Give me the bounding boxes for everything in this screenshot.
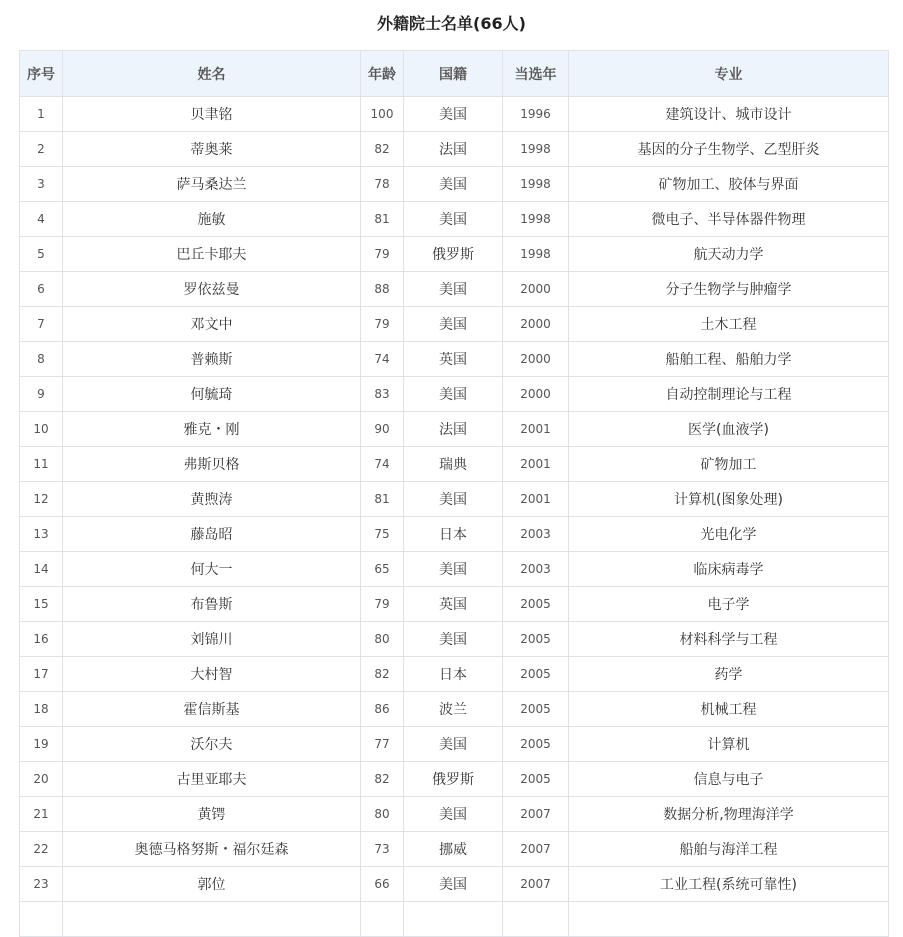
cell-name	[63, 902, 361, 937]
cell-age: 66	[361, 867, 404, 902]
cell-country: 法国	[404, 132, 503, 167]
cell-name: 蒂奥莱	[63, 132, 361, 167]
cell-country: 美国	[404, 97, 503, 132]
cell-name: 黄锷	[63, 797, 361, 832]
cell-no: 18	[20, 692, 63, 727]
column-header-age: 年龄	[361, 51, 404, 97]
cell-age	[361, 902, 404, 937]
cell-field: 电子学	[569, 587, 889, 622]
cell-name: 施敏	[63, 202, 361, 237]
cell-age: 100	[361, 97, 404, 132]
cell-country: 英国	[404, 342, 503, 377]
cell-country: 美国	[404, 167, 503, 202]
cell-country: 俄罗斯	[404, 237, 503, 272]
table-row	[20, 902, 889, 937]
cell-name: 罗依兹曼	[63, 272, 361, 307]
academician-table	[19, 50, 889, 937]
cell-name: 萨马桑达兰	[63, 167, 361, 202]
cell-year: 1998	[503, 202, 569, 237]
cell-no: 2	[20, 132, 63, 167]
cell-country: 美国	[404, 622, 503, 657]
cell-age: 82	[361, 657, 404, 692]
column-header-country: 国籍	[404, 51, 503, 97]
cell-country: 日本	[404, 517, 503, 552]
table-row	[20, 377, 889, 412]
cell-field: 医学(血液学)	[569, 412, 889, 447]
cell-name: 贝聿铭	[63, 97, 361, 132]
cell-age: 79	[361, 587, 404, 622]
cell-name: 雅克・刚	[63, 412, 361, 447]
cell-year: 2003	[503, 552, 569, 587]
cell-age: 86	[361, 692, 404, 727]
cell-name: 普赖斯	[63, 342, 361, 377]
cell-field: 建筑设计、城市设计	[569, 97, 889, 132]
cell-year: 2005	[503, 622, 569, 657]
table-row	[20, 132, 889, 167]
column-header-field: 专业	[569, 51, 889, 97]
cell-year: 2007	[503, 797, 569, 832]
cell-age: 77	[361, 727, 404, 762]
table-row	[20, 307, 889, 342]
cell-age: 83	[361, 377, 404, 412]
cell-field: 土木工程	[569, 307, 889, 342]
cell-year: 1996	[503, 97, 569, 132]
cell-year: 2000	[503, 307, 569, 342]
cell-no: 12	[20, 482, 63, 517]
cell-year: 1998	[503, 237, 569, 272]
table-row	[20, 622, 889, 657]
table-row	[20, 517, 889, 552]
cell-year: 2001	[503, 482, 569, 517]
cell-field: 光电化学	[569, 517, 889, 552]
cell-field: 基因的分子生物学、乙型肝炎	[569, 132, 889, 167]
table-row	[20, 727, 889, 762]
cell-country: 法国	[404, 412, 503, 447]
cell-field: 矿物加工、胶体与界面	[569, 167, 889, 202]
table-row	[20, 447, 889, 482]
cell-age: 65	[361, 552, 404, 587]
cell-age: 74	[361, 342, 404, 377]
cell-country: 日本	[404, 657, 503, 692]
cell-no: 13	[20, 517, 63, 552]
cell-age: 75	[361, 517, 404, 552]
cell-field: 工业工程(系统可靠性)	[569, 867, 889, 902]
cell-name: 奥德马格努斯・福尔廷森	[63, 832, 361, 867]
cell-name: 何毓琦	[63, 377, 361, 412]
cell-no: 7	[20, 307, 63, 342]
cell-field: 航天动力学	[569, 237, 889, 272]
cell-field: 微电子、半导体器件物理	[569, 202, 889, 237]
cell-field: 船舶工程、船舶力学	[569, 342, 889, 377]
cell-country: 美国	[404, 552, 503, 587]
cell-country: 英国	[404, 587, 503, 622]
cell-no	[20, 902, 63, 937]
cell-year: 2005	[503, 727, 569, 762]
cell-year: 2000	[503, 272, 569, 307]
cell-year	[503, 902, 569, 937]
cell-no: 10	[20, 412, 63, 447]
cell-name: 藤岛昭	[63, 517, 361, 552]
table-row	[20, 237, 889, 272]
cell-field: 机械工程	[569, 692, 889, 727]
cell-no: 4	[20, 202, 63, 237]
table-row	[20, 552, 889, 587]
table-row	[20, 97, 889, 132]
cell-name: 布鲁斯	[63, 587, 361, 622]
cell-field: 自动控制理论与工程	[569, 377, 889, 412]
cell-name: 郭位	[63, 867, 361, 902]
table-row	[20, 587, 889, 622]
cell-no: 8	[20, 342, 63, 377]
cell-field: 临床病毒学	[569, 552, 889, 587]
column-header-year: 当选年	[503, 51, 569, 97]
cell-age: 82	[361, 132, 404, 167]
table-row	[20, 412, 889, 447]
cell-country: 美国	[404, 202, 503, 237]
cell-no: 22	[20, 832, 63, 867]
cell-age: 81	[361, 202, 404, 237]
cell-country: 波兰	[404, 692, 503, 727]
cell-year: 2005	[503, 692, 569, 727]
cell-age: 73	[361, 832, 404, 867]
table-row	[20, 657, 889, 692]
cell-no: 11	[20, 447, 63, 482]
cell-no: 21	[20, 797, 63, 832]
cell-year: 2000	[503, 342, 569, 377]
cell-name: 霍信斯基	[63, 692, 361, 727]
cell-no: 3	[20, 167, 63, 202]
cell-country: 挪威	[404, 832, 503, 867]
cell-age: 80	[361, 797, 404, 832]
cell-country: 俄罗斯	[404, 762, 503, 797]
table-row	[20, 797, 889, 832]
cell-no: 9	[20, 377, 63, 412]
cell-name: 古里亚耶夫	[63, 762, 361, 797]
cell-name: 何大一	[63, 552, 361, 587]
cell-year: 1998	[503, 167, 569, 202]
column-header-name: 姓名	[63, 51, 361, 97]
cell-year: 1998	[503, 132, 569, 167]
cell-no: 6	[20, 272, 63, 307]
cell-field: 计算机(图象处理)	[569, 482, 889, 517]
table-header-row	[20, 51, 889, 97]
cell-no: 5	[20, 237, 63, 272]
cell-country: 瑞典	[404, 447, 503, 482]
cell-field: 信息与电子	[569, 762, 889, 797]
cell-no: 14	[20, 552, 63, 587]
cell-year: 2000	[503, 377, 569, 412]
cell-no: 15	[20, 587, 63, 622]
cell-no: 16	[20, 622, 63, 657]
cell-country: 美国	[404, 377, 503, 412]
cell-year: 2005	[503, 587, 569, 622]
cell-field: 计算机	[569, 727, 889, 762]
cell-year: 2007	[503, 867, 569, 902]
cell-age: 90	[361, 412, 404, 447]
cell-country: 美国	[404, 867, 503, 902]
cell-age: 80	[361, 622, 404, 657]
cell-age: 88	[361, 272, 404, 307]
table-row	[20, 167, 889, 202]
cell-field: 分子生物学与肿瘤学	[569, 272, 889, 307]
cell-no: 17	[20, 657, 63, 692]
cell-year: 2003	[503, 517, 569, 552]
cell-country	[404, 902, 503, 937]
cell-name: 弗斯贝格	[63, 447, 361, 482]
table-row	[20, 762, 889, 797]
cell-year: 2005	[503, 657, 569, 692]
cell-field: 船舶与海洋工程	[569, 832, 889, 867]
table-row	[20, 692, 889, 727]
cell-name: 邓文中	[63, 307, 361, 342]
table-row	[20, 202, 889, 237]
column-header-no: 序号	[20, 51, 63, 97]
cell-age: 74	[361, 447, 404, 482]
cell-no: 20	[20, 762, 63, 797]
cell-field	[569, 902, 889, 937]
cell-name: 大村智	[63, 657, 361, 692]
cell-name: 沃尔夫	[63, 727, 361, 762]
cell-field: 药学	[569, 657, 889, 692]
cell-field: 数据分析,物理海洋学	[569, 797, 889, 832]
cell-name: 巴丘卡耶夫	[63, 237, 361, 272]
cell-name: 刘锦川	[63, 622, 361, 657]
cell-year: 2007	[503, 832, 569, 867]
cell-country: 美国	[404, 797, 503, 832]
cell-age: 81	[361, 482, 404, 517]
cell-year: 2001	[503, 412, 569, 447]
table-body	[20, 97, 889, 937]
cell-no: 1	[20, 97, 63, 132]
cell-year: 2005	[503, 762, 569, 797]
cell-age: 78	[361, 167, 404, 202]
cell-field: 矿物加工	[569, 447, 889, 482]
cell-age: 79	[361, 237, 404, 272]
table-row	[20, 482, 889, 517]
cell-age: 82	[361, 762, 404, 797]
table-row	[20, 272, 889, 307]
cell-country: 美国	[404, 727, 503, 762]
cell-year: 2001	[503, 447, 569, 482]
table-row	[20, 867, 889, 902]
page-title: 外籍院士名单(66人)	[377, 14, 526, 33]
cell-field: 材料科学与工程	[569, 622, 889, 657]
cell-no: 19	[20, 727, 63, 762]
table-row	[20, 342, 889, 377]
cell-age: 79	[361, 307, 404, 342]
table-row	[20, 832, 889, 867]
cell-country: 美国	[404, 307, 503, 342]
cell-country: 美国	[404, 272, 503, 307]
cell-no: 23	[20, 867, 63, 902]
cell-name: 黄煦涛	[63, 482, 361, 517]
cell-country: 美国	[404, 482, 503, 517]
